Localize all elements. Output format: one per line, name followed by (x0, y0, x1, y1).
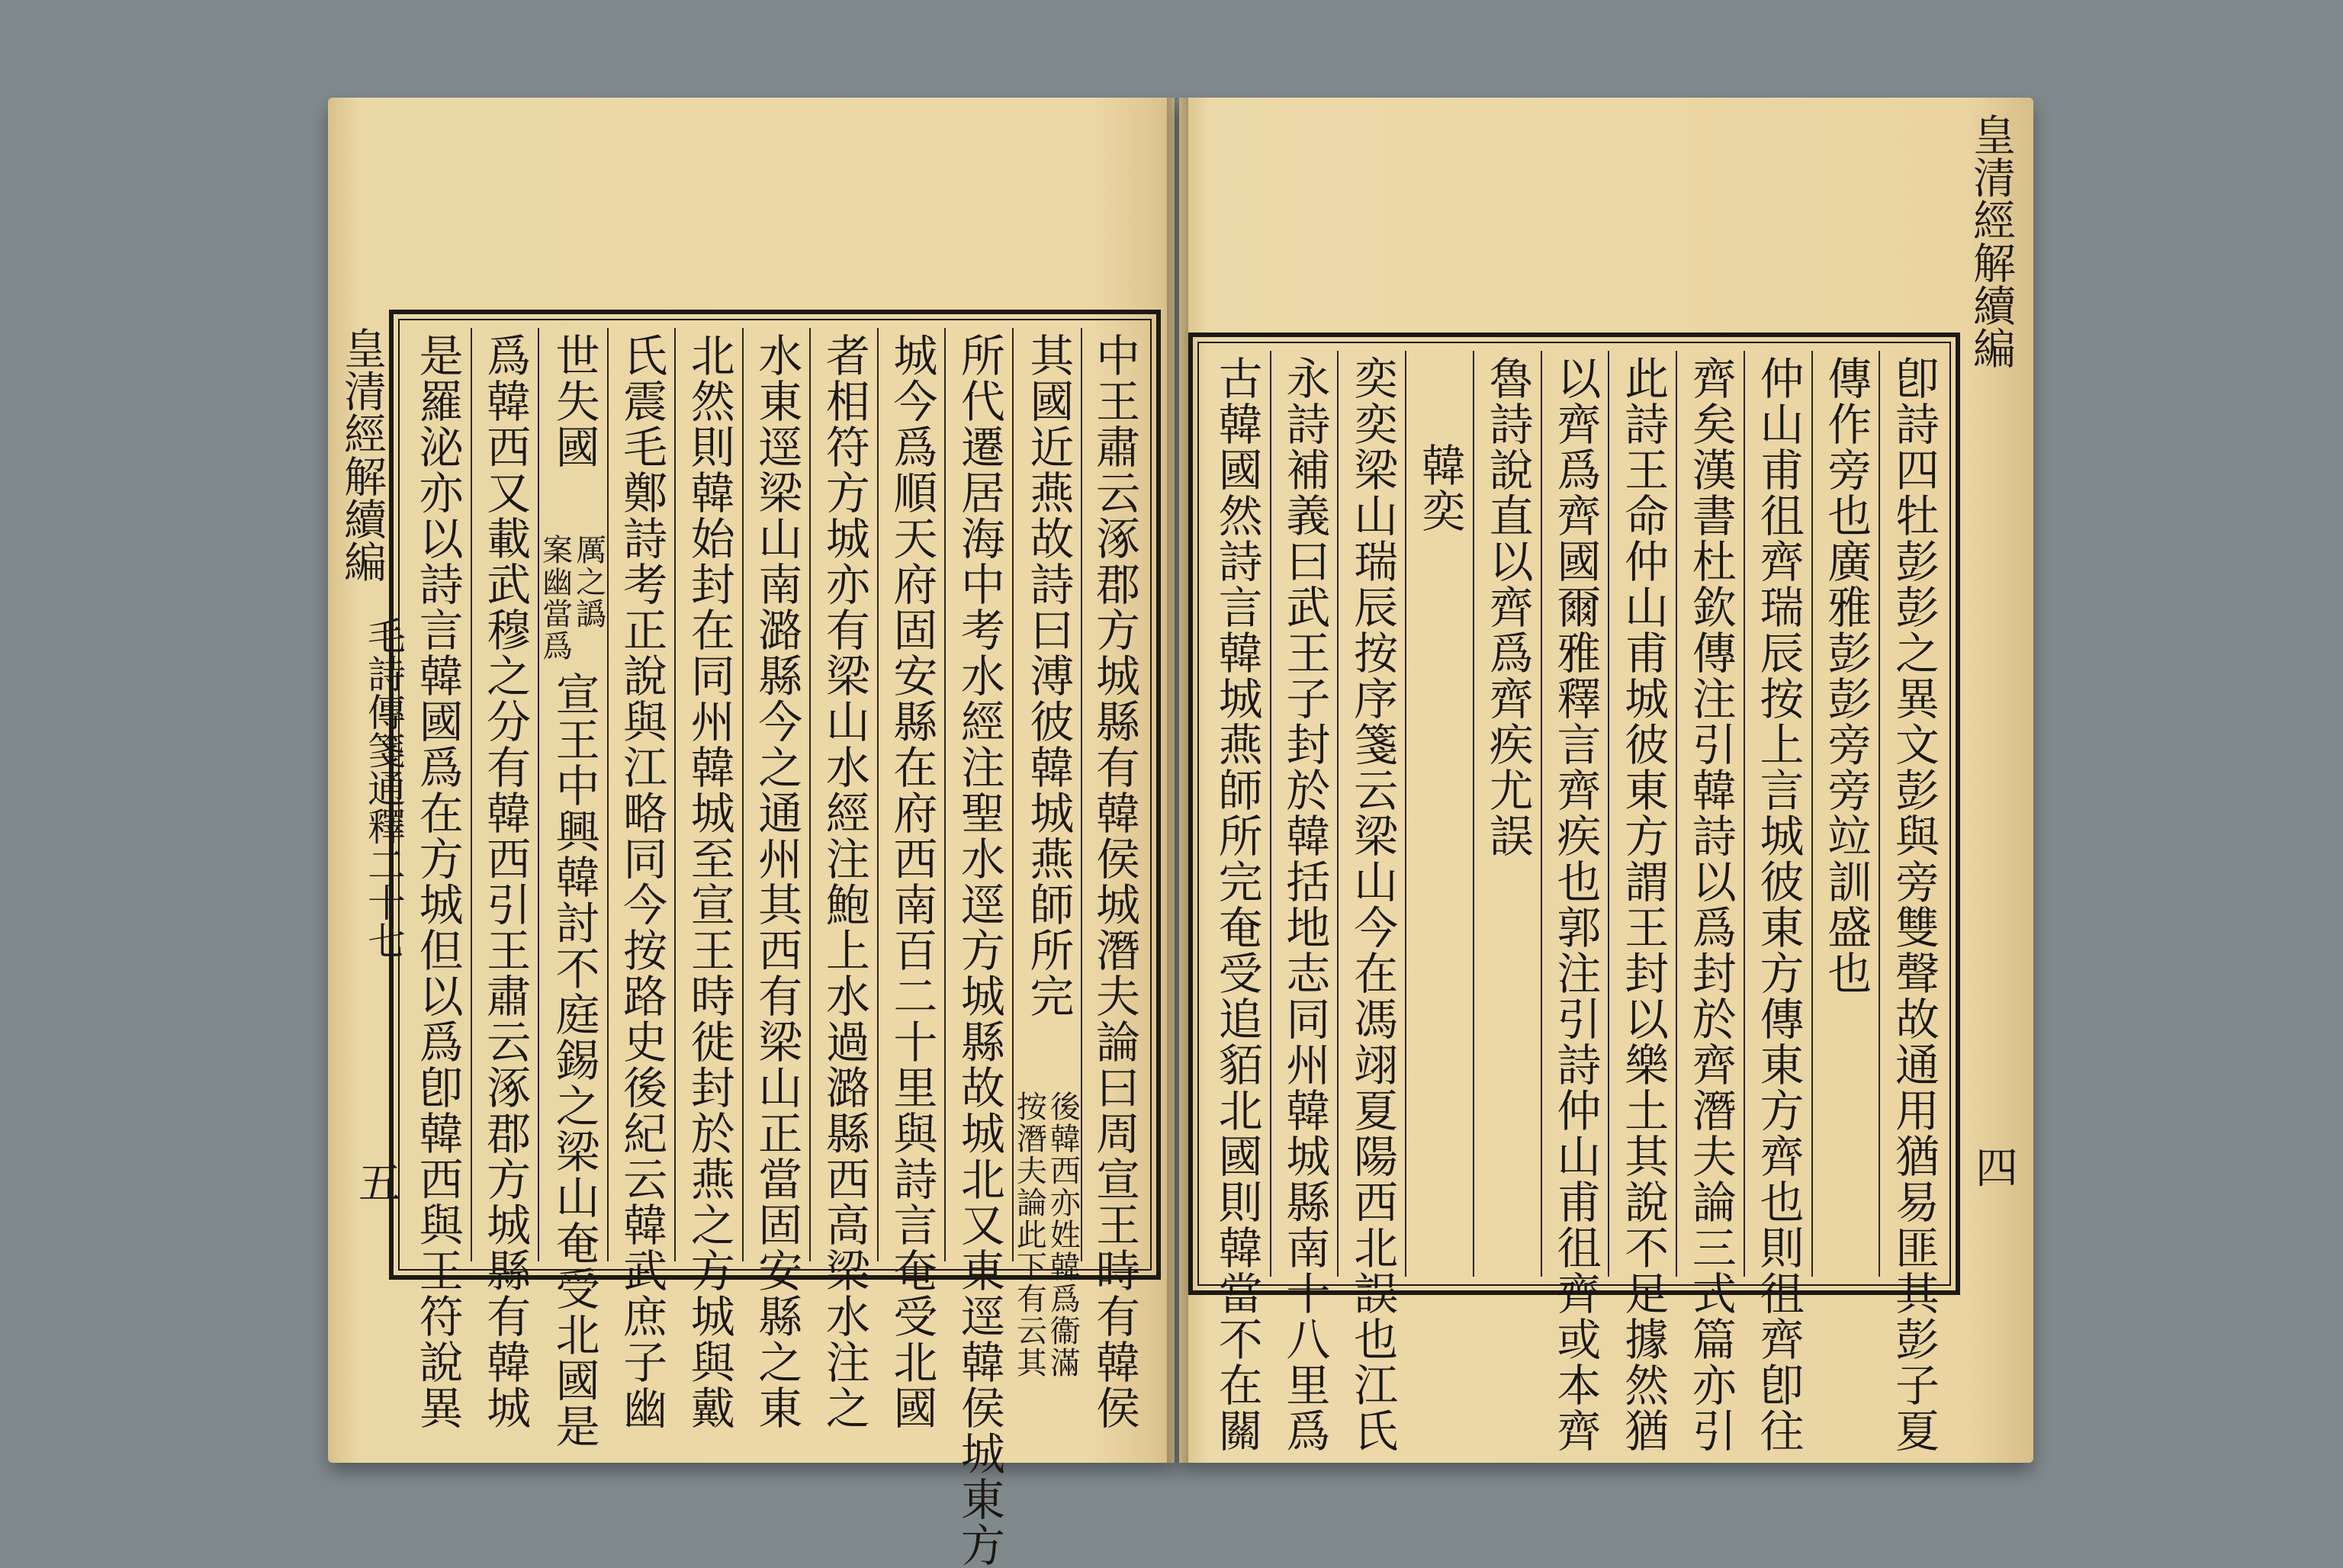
text-column: 世失國 案幽當爲 厲之譌 宣王中興韓討不庭錫之梁山奄受北國是 (538, 328, 607, 1261)
section-heading: 韓奕 (1413, 442, 1466, 534)
text-column: 奕奕梁山瑞辰按序箋云梁山今在馮翊夏陽西北誤也江氏 (1337, 351, 1405, 1277)
text-column: 以齊爲齊國爾雅釋言齊疾也郭注引詩仲山甫徂齊或本齊 (1541, 351, 1609, 1277)
annotation-line: 厲之譌 (570, 534, 606, 630)
left-columns (403, 328, 1147, 1568)
text-column: 是羅泌亦以詩言韓國爲在方城但以爲卽韓西與王符說異 (411, 333, 464, 1431)
text-column: 爲韓西又載武穆之分有韓西引王肅云涿郡方城縣有韓城 (471, 328, 538, 1261)
text-column: 北然則韓始封在同州韓城至宣王時徙封於燕之方城與戴 (674, 328, 742, 1261)
text-column: 永詩補義曰武王子封於韓括地志同州韓城縣南十八里爲 (1270, 351, 1338, 1277)
text-column: 齊矣漢書杜欽傳注引韓詩以爲封於齊潛夫論三式篇亦引 (1676, 351, 1744, 1277)
left-section-title: 毛詩傳箋通釋二十七 (362, 616, 406, 959)
text-column: 所代遷居海中考水經注聖水逕方城縣故城北又東逕韓侯城東方 (944, 328, 1012, 1261)
text-column: 傳作旁也廣雅彭彭旁旁竝訓盛也 (1811, 351, 1879, 1277)
text-column: 城今爲順天府固安縣在府西南百二十里與詩言奄受北國 (877, 328, 945, 1261)
text-column: 氏震毛鄭詩考正說與江略同今按路史後紀云韓武庶子幽 (607, 328, 675, 1261)
right-text-block (1188, 333, 1960, 1454)
annotation-line: 案幽當爲 (537, 534, 573, 662)
text-column: 卽詩四牡彭彭之異文彭與旁雙聲故通用猶易匪其彭子夏 (1879, 351, 1946, 1277)
text-column: 中王肅云涿郡方城縣有韓侯城潛夫論曰周宣王時有韓侯 (1081, 328, 1147, 1261)
right-folio: 四 (1975, 1144, 2018, 1194)
text-column: 魯詩說直以齊爲齊疾尤誤 (1473, 351, 1541, 1277)
left-running-title: 皇清經解續編 (337, 326, 387, 583)
text-column: 水東逕梁山南潞縣今之通州其西有梁山正當固安縣之東 (742, 328, 810, 1261)
left-text-block (389, 310, 1161, 1568)
text-column: 其國近燕故詩曰溥彼韓城燕師所完 按潛夫論此下有云其 後韓西亦姓韓爲衞滿 (1012, 328, 1082, 1261)
open-book (328, 98, 2033, 1568)
left-folio: 五 (358, 1159, 401, 1209)
text-column: 仲山甫徂齊瑞辰按上言城彼東方傳東方齊也則徂齊卽往 (1744, 351, 1811, 1277)
right-columns (1202, 351, 1946, 1454)
right-running-title: 皇清經解續編 (1966, 113, 2016, 369)
book-gutter (1167, 98, 1188, 1463)
annotation-line: 後韓西亦姓韓爲衞滿 (1045, 1091, 1081, 1379)
text-column: 此詩王命仲山甫城彼東方謂王封以樂土其說不足據然猶 (1608, 351, 1676, 1277)
annotation-line: 按潛夫論此下有云其 (1011, 1091, 1047, 1379)
text-column: 古韓國然詩言韓城燕師所完奄受追貊北國則韓當不在關 (1210, 355, 1263, 1454)
text-column: 者相符方城亦有梁山水經注鮑上水過潞縣西高梁水注之 (809, 328, 877, 1261)
section-heading-column (1405, 351, 1473, 1277)
